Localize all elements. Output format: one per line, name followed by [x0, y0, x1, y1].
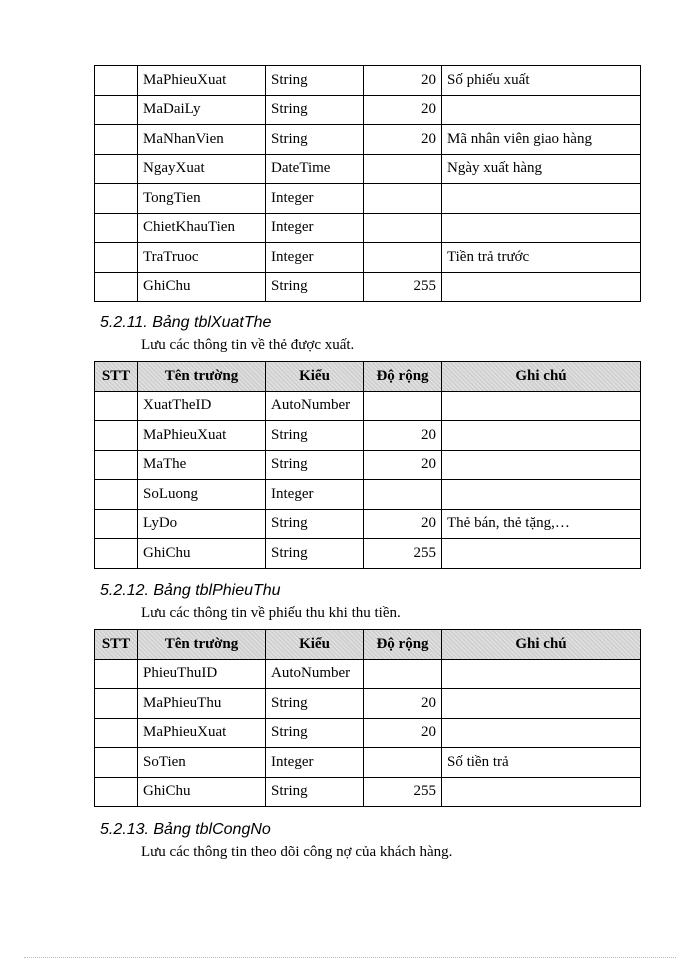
table-row [95, 243, 641, 273]
cell-do-rong [364, 213, 442, 243]
column-header-stt: STT [95, 362, 138, 392]
table-row [95, 213, 641, 243]
cell-stt [95, 95, 138, 125]
table-row [95, 659, 641, 689]
cell-ten-truong: GhiChu [138, 272, 266, 302]
section-description-5-2-11: Lưu các thông tin về thẻ được xuất. [141, 337, 355, 353]
cell-ten-truong: NgayXuat [138, 154, 266, 184]
cell-stt [95, 184, 138, 214]
cell-do-rong [364, 243, 442, 273]
cell-do-rong [364, 748, 442, 778]
section-description-5-2-12: Lưu các thông tin về phiếu thu khi thu tiền. [141, 605, 401, 621]
cell-kieu: String [266, 95, 364, 125]
cell-kieu: String [266, 718, 364, 748]
cell-stt [95, 421, 138, 451]
cell-ten-truong: MaNhanVien [138, 125, 266, 155]
cell-ten-truong: GhiChu [138, 777, 266, 807]
cell-stt [95, 718, 138, 748]
cell-ghi-chu: Tiền trả trước [442, 243, 641, 273]
cell-kieu: String [266, 125, 364, 155]
table-tblxuatthe [94, 361, 641, 569]
table-tblphieuthu [94, 629, 641, 807]
cell-ten-truong: LyDo [138, 509, 266, 539]
cell-kieu: String [266, 272, 364, 302]
cell-stt [95, 659, 138, 689]
page-bottom-divider [24, 957, 676, 958]
cell-do-rong [364, 154, 442, 184]
cell-stt [95, 391, 138, 421]
cell-kieu: DateTime [266, 154, 364, 184]
table-row [95, 184, 641, 214]
cell-ghi-chu [442, 213, 641, 243]
cell-ghi-chu: Thẻ bán, thẻ tặng,… [442, 509, 641, 539]
table-row [95, 480, 641, 510]
cell-ghi-chu [442, 718, 641, 748]
cell-ten-truong: MaPhieuXuat [138, 718, 266, 748]
table-row [95, 272, 641, 302]
cell-ghi-chu [442, 391, 641, 421]
section-heading-5-2-11: 5.2.11. Bảng tblXuatThe [100, 314, 272, 331]
cell-stt [95, 243, 138, 273]
cell-stt [95, 272, 138, 302]
cell-do-rong: 20 [364, 421, 442, 451]
cell-do-rong [364, 184, 442, 214]
cell-do-rong [364, 391, 442, 421]
cell-ten-truong: MaPhieuXuat [138, 421, 266, 451]
cell-ten-truong: XuatTheID [138, 391, 266, 421]
cell-ten-truong: ChietKhauTien [138, 213, 266, 243]
table-row [95, 748, 641, 778]
section-description-5-2-13: Lưu các thông tin theo dõi công nợ của khách hàng. [141, 844, 453, 860]
cell-ghi-chu: Số tiền trả [442, 748, 641, 778]
table-row [95, 539, 641, 569]
table-row [95, 421, 641, 451]
cell-ghi-chu [442, 777, 641, 807]
table-row [95, 689, 641, 719]
cell-ghi-chu [442, 450, 641, 480]
column-header-kieu: Kiểu [266, 630, 364, 660]
cell-do-rong: 20 [364, 450, 442, 480]
cell-kieu: String [266, 539, 364, 569]
cell-ghi-chu [442, 659, 641, 689]
column-header-do-rong: Độ rộng [364, 630, 442, 660]
cell-ten-truong: MaPhieuThu [138, 689, 266, 719]
table-row [95, 450, 641, 480]
cell-ghi-chu: Mã nhân viên giao hàng [442, 125, 641, 155]
cell-stt [95, 66, 138, 96]
cell-ghi-chu [442, 421, 641, 451]
table-row [95, 391, 641, 421]
cell-stt [95, 539, 138, 569]
cell-ten-truong: TraTruoc [138, 243, 266, 273]
table-continued [94, 65, 641, 302]
cell-kieu: Integer [266, 184, 364, 214]
cell-kieu: String [266, 777, 364, 807]
section-heading-5-2-13: 5.2.13. Bảng tblCongNo [100, 821, 271, 838]
cell-ghi-chu [442, 689, 641, 719]
cell-kieu: String [266, 509, 364, 539]
cell-do-rong: 255 [364, 539, 442, 569]
cell-do-rong: 255 [364, 272, 442, 302]
column-header-stt: STT [95, 630, 138, 660]
cell-do-rong: 20 [364, 125, 442, 155]
cell-kieu: Integer [266, 243, 364, 273]
cell-kieu: String [266, 689, 364, 719]
cell-ghi-chu: Số phiếu xuất [442, 66, 641, 96]
cell-kieu: String [266, 450, 364, 480]
table-header-row [95, 630, 641, 660]
table-row [95, 66, 641, 96]
table-row [95, 125, 641, 155]
cell-ten-truong: MaPhieuXuat [138, 66, 266, 96]
cell-stt [95, 480, 138, 510]
cell-do-rong: 20 [364, 509, 442, 539]
cell-do-rong: 20 [364, 718, 442, 748]
cell-do-rong: 20 [364, 689, 442, 719]
cell-ghi-chu [442, 272, 641, 302]
column-header-ten-truong: Tên trường [138, 362, 266, 392]
cell-ten-truong: TongTien [138, 184, 266, 214]
cell-kieu: Integer [266, 748, 364, 778]
cell-stt [95, 450, 138, 480]
cell-stt [95, 509, 138, 539]
cell-ten-truong: SoTien [138, 748, 266, 778]
cell-ghi-chu [442, 184, 641, 214]
cell-kieu: String [266, 421, 364, 451]
cell-stt [95, 213, 138, 243]
table-row [95, 777, 641, 807]
cell-ten-truong: MaThe [138, 450, 266, 480]
cell-kieu: String [266, 66, 364, 96]
cell-kieu: AutoNumber [266, 391, 364, 421]
table-row [95, 509, 641, 539]
cell-kieu: Integer [266, 480, 364, 510]
cell-ghi-chu [442, 480, 641, 510]
table-row [95, 95, 641, 125]
column-header-ten-truong: Tên trường [138, 630, 266, 660]
cell-stt [95, 125, 138, 155]
table-row [95, 718, 641, 748]
cell-stt [95, 748, 138, 778]
cell-ten-truong: MaDaiLy [138, 95, 266, 125]
cell-stt [95, 689, 138, 719]
cell-stt [95, 154, 138, 184]
table-row [95, 154, 641, 184]
cell-kieu: Integer [266, 213, 364, 243]
column-header-ghi-chu: Ghi chú [442, 630, 641, 660]
column-header-do-rong: Độ rộng [364, 362, 442, 392]
column-header-ghi-chu: Ghi chú [442, 362, 641, 392]
cell-stt [95, 777, 138, 807]
cell-ghi-chu [442, 539, 641, 569]
cell-ghi-chu [442, 95, 641, 125]
cell-do-rong [364, 480, 442, 510]
cell-ten-truong: SoLuong [138, 480, 266, 510]
cell-ghi-chu: Ngày xuất hàng [442, 154, 641, 184]
table-header-row [95, 362, 641, 392]
cell-do-rong: 20 [364, 95, 442, 125]
cell-kieu: AutoNumber [266, 659, 364, 689]
section-heading-5-2-12: 5.2.12. Bảng tblPhieuThu [100, 582, 281, 599]
cell-do-rong: 255 [364, 777, 442, 807]
cell-ten-truong: PhieuThuID [138, 659, 266, 689]
cell-do-rong: 20 [364, 66, 442, 96]
cell-ten-truong: GhiChu [138, 539, 266, 569]
column-header-kieu: Kiểu [266, 362, 364, 392]
cell-do-rong [364, 659, 442, 689]
